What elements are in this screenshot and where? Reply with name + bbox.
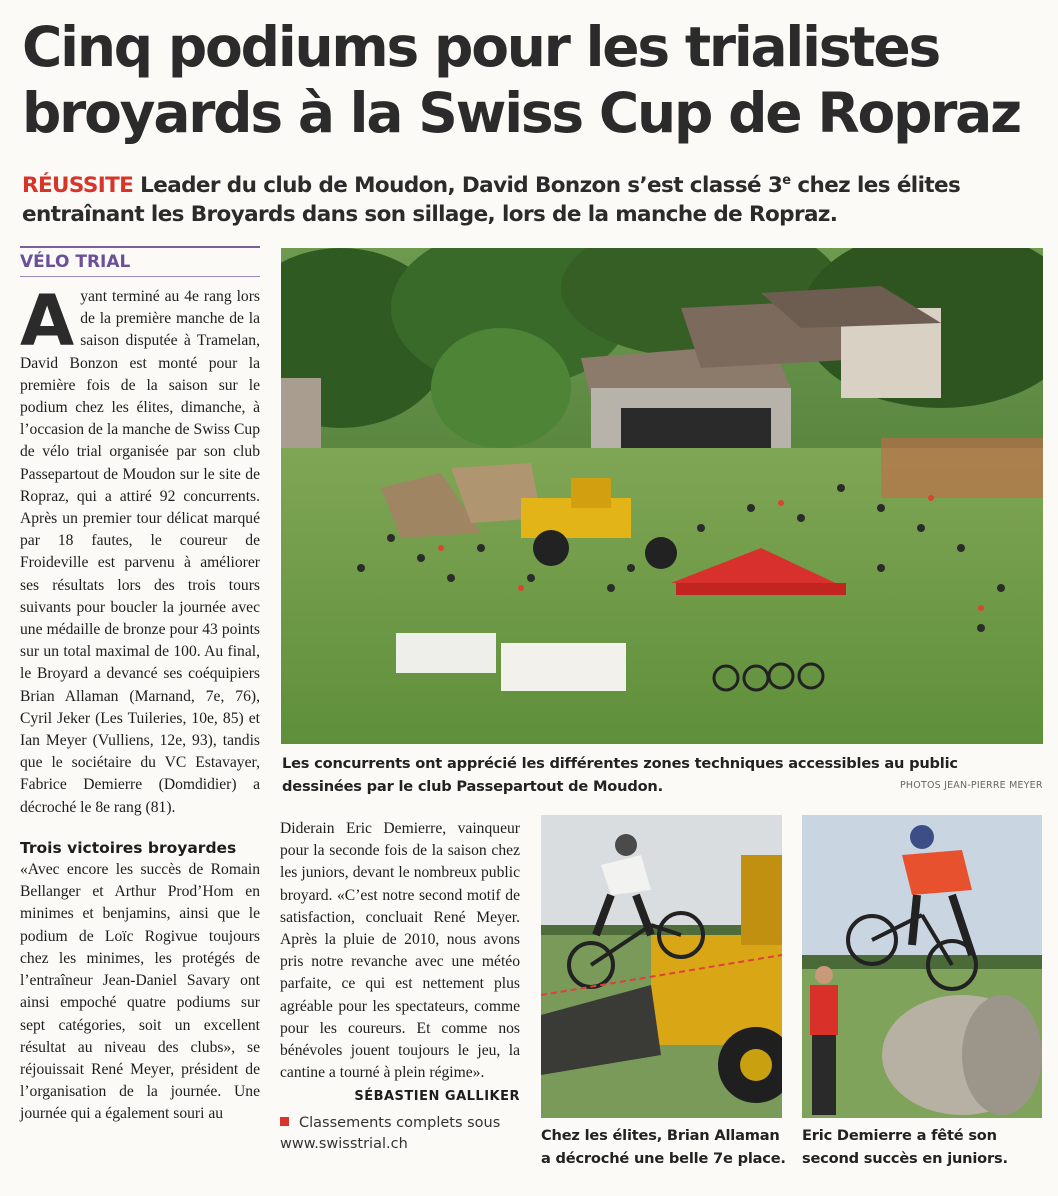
main-photo-illustration (281, 248, 1043, 744)
red-square-icon (280, 1117, 289, 1126)
results-footnote-text: Classements complets sous www.swisstrial.ch (280, 1114, 501, 1152)
lead-paragraph (22, 166, 1042, 229)
article-paragraph-1 (20, 280, 260, 819)
lead-text-after: chez les élites entraînant les Broyards dans son sillage, lors de la manche de Ropraz. (22, 173, 961, 228)
photo-elites-caption: Chez les élites, Brian Allaman a décroché une belle 7e place. (541, 1127, 786, 1167)
photo-juniors (802, 815, 1042, 1118)
article-paragraph-2: «Avec encore les succès de Romain Bellanger et Arthur Prod’Hom en minimes et benjamins, ainsi que le podium de Loïc Rogivue toujours chez les minimes, les protégés de l’entraîneur Jean-Daniel Savary ont ainsi empoché quatre podiums sur sept catégories, soit un excellent résultat au niveau des clubs», se réjouissait René Meyer, président de l’organisation de la journée. Une journée qui a également souri au (20, 861, 260, 1123)
lead-kicker: RÉUSSITE (22, 173, 134, 199)
photo-juniors-illustration (802, 815, 1042, 1118)
article-paragraph-1-text: yant terminé au 4e rang lors de la première manche de la saison disputée à Tramelan, David Bonzon est monté pour la première fois de la saison sur le podium chez les élites, dimanche, à l’occasion de la manche de Swiss Cup de vélo trial organisée par son club Passepartout de Moudon sur le site de Ropraz, qui a attiré 92 concurrents. Après un premier tour délicat marqué par 18 fautes, le coureur de Froideville est parvenu à améliorer ses résultats lors des trois tours suivants pour boucler la journée avec une médaille de bronze pour 43 points sur un total maximal de 100. Au final, le Broyard a devancé ses coéquipiers Brian Allaman (Marnand, 7e, 76), Cyril Jeker (Les Tuileries, 10e, 85) et Ian Meyer (Vulliens, 12e, 93), tandis que le sociétaire du VC Estavayer, Fabrice Demierre (Domdidier) a décroché le 8e rang (81). (20, 288, 260, 816)
author-signature: SÉBASTIEN GALLIKER (354, 1089, 520, 1105)
article-column-1 (20, 280, 260, 1126)
results-footnote (280, 1113, 520, 1155)
section-rubric: VÉLO TRIAL (20, 246, 260, 272)
photo-elites (541, 815, 782, 1118)
article-subhead: Trois victoires broyardes (20, 838, 237, 857)
article-paragraph-3: Diderain Eric Demierre, vainqueur pour la seconde fois de la saison chez les juniors, devant le nombreux public broyard. «C’est notre second motif de satisfaction, concluait René Meyer. Après la pluie de 2010, nous avons pris notre revanche avec une météo parfaite, ce qui est nettement plus agréable pour les spectateurs, comme pour les coureurs. Et comme nos bénévoles jouent toujours le jeu, la cantine a tourné à plein régime». (280, 820, 520, 1082)
photo-credit: PHOTOS JEAN-PIERRE MEYER (900, 780, 1043, 791)
rubric-divider (20, 276, 260, 277)
lead-superscript: e (782, 173, 791, 188)
lead-text-before: Leader du club de Moudon, David Bonzon s’est classé 3 (140, 173, 783, 199)
main-photo-caption: Les concurrents ont apprécié les différentes zones techniques accessibles au public dessinées par le club Passepartout de Moudon. (282, 755, 958, 795)
article-column-2 (280, 818, 520, 1155)
main-photo (281, 248, 1043, 744)
headline: Cinq podiums pour les trialistes broyards à la Swiss Cup de Ropraz (22, 15, 1020, 145)
photo-juniors-caption: Eric Demierre a fêté son second succès en juniors. (802, 1127, 1008, 1167)
drop-cap: A (20, 280, 75, 362)
photo-elites-illustration (541, 815, 782, 1118)
